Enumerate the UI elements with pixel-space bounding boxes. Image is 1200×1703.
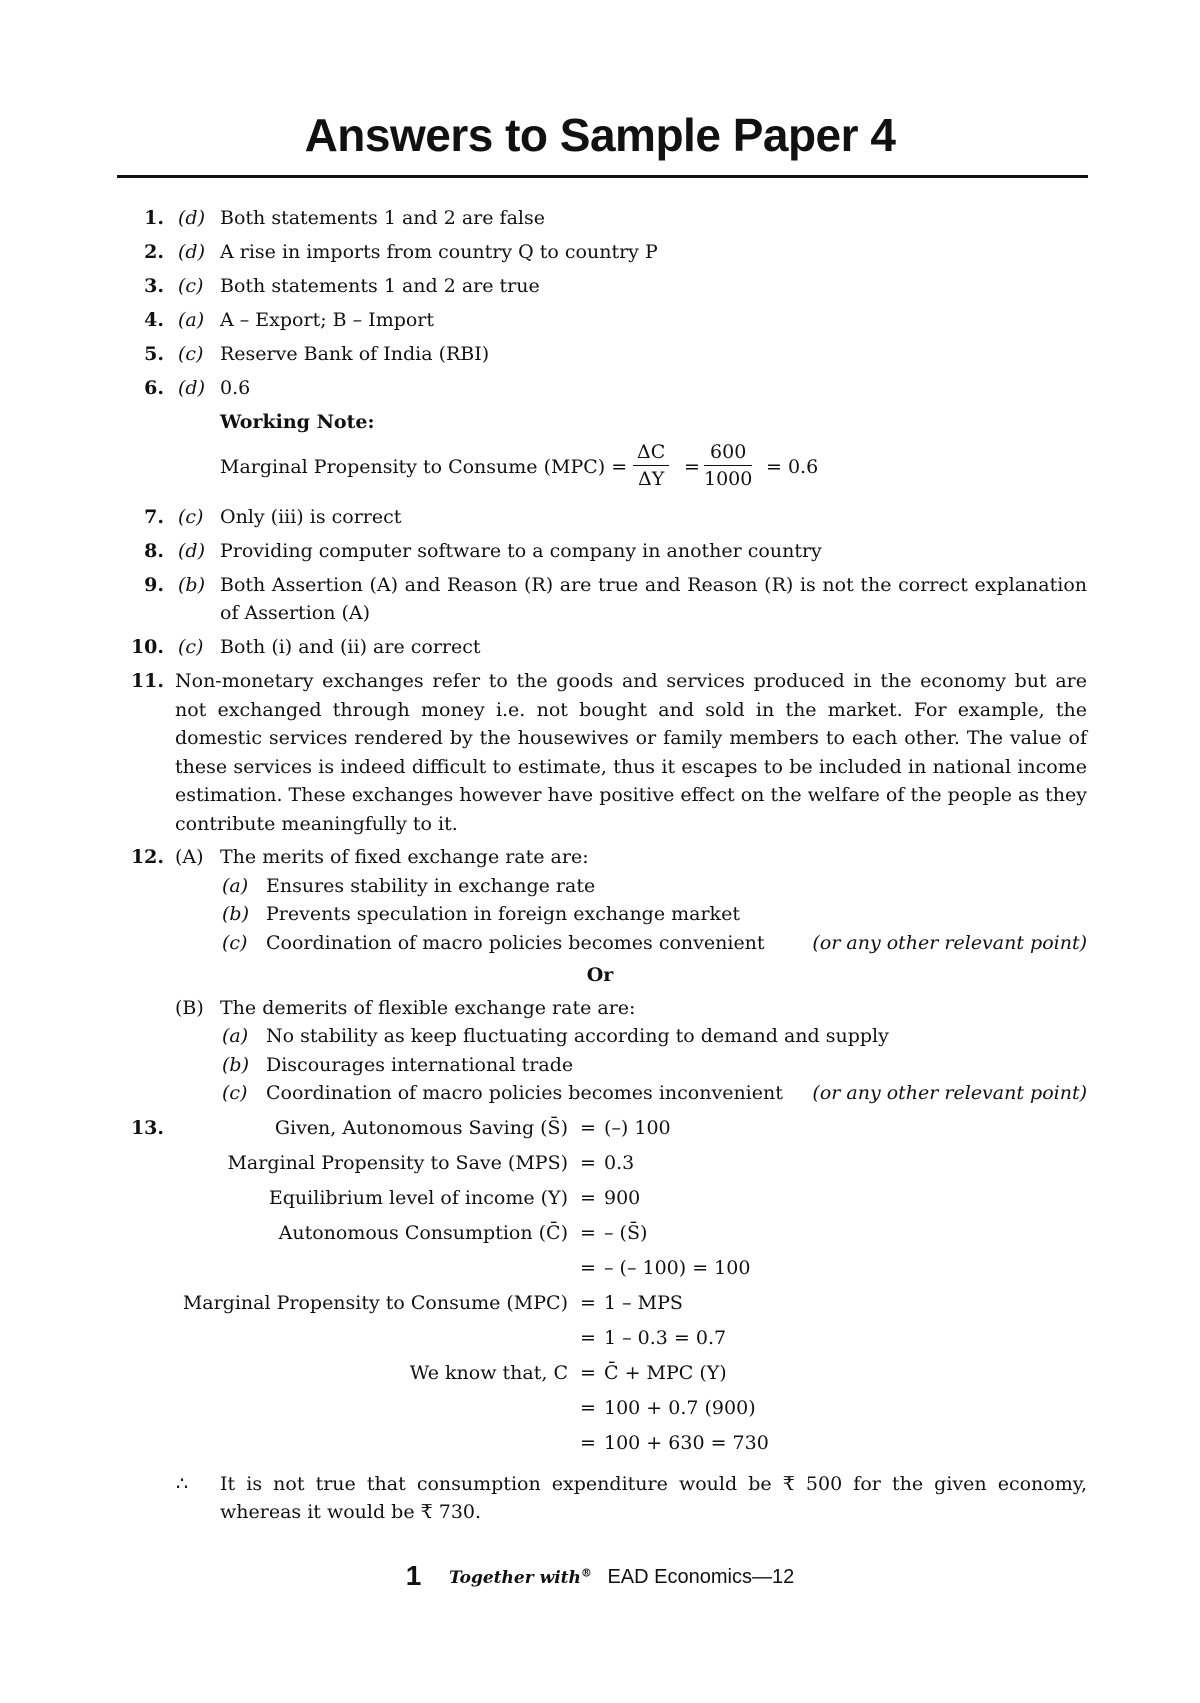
answer-row (0, 340, 1200, 369)
equals-sign: = (580, 1221, 596, 1244)
answer-option: (c) (178, 343, 204, 365)
answer-option: (d) (178, 207, 205, 229)
part-label: (A) (175, 846, 204, 868)
question-number: 2. (144, 241, 164, 263)
registered-mark: ® (580, 1566, 592, 1580)
page-footer (0, 1560, 1200, 1592)
part-label: (B) (175, 996, 204, 1019)
answer-option: (c) (178, 636, 204, 658)
answer-option: (d) (178, 539, 205, 562)
relevant-point-note: (or any other relevant point) (812, 931, 1087, 954)
calc-row (0, 1184, 1200, 1219)
answer-text: Both statements 1 and 2 are true (220, 275, 540, 297)
fraction-numerator: ΔC (633, 439, 669, 466)
item-text: Ensures stability in exchange rate (266, 874, 596, 897)
answer-option: (d) (178, 241, 205, 263)
answer-text: Both statements 1 and 2 are false (220, 207, 545, 229)
calc-row (0, 1219, 1200, 1254)
list-item (0, 1051, 1200, 1080)
answer-row (0, 374, 1200, 403)
answer-row (0, 238, 1200, 267)
answer-row (0, 272, 1200, 301)
calc-value: 100 + 630 = 730 (604, 1431, 769, 1454)
answer-text: Both Assertion (A) and Reason (R) are true and Reason (R) is not the correct explanation of Assertion (A) (220, 573, 1087, 624)
question-number: 4. (144, 309, 164, 331)
answer-11-paragraph (130, 667, 1087, 838)
list-item (0, 900, 1200, 929)
answer-text: Reserve Bank of India (RBI) (220, 343, 490, 365)
fraction-denominator: ΔY (638, 467, 665, 490)
answer-row (0, 633, 1200, 662)
list-item (0, 929, 1200, 958)
calc-row (0, 1359, 1200, 1394)
calc-label: Equilibrium level of income (Y) (268, 1186, 568, 1209)
item-label: (c) (222, 931, 248, 954)
equals-sign: = (580, 1326, 596, 1349)
item-label: (b) (222, 1053, 249, 1076)
equals-sign: = (580, 1396, 596, 1419)
calc-value: 1 – MPS (604, 1291, 683, 1314)
brand-logo (449, 1568, 592, 1588)
calc-row (0, 1394, 1200, 1429)
calc-row (0, 1324, 1200, 1359)
calc-label: Marginal Propensity to Save (MPS) (227, 1151, 568, 1174)
calc-value: – (– 100) = 100 (604, 1256, 751, 1279)
equals-sign: = (580, 1186, 596, 1209)
equals-sign: = (684, 455, 700, 478)
calc-value: 100 + 0.7 (900) (604, 1396, 756, 1419)
answer-row (0, 204, 1200, 233)
answer-option: (a) (178, 309, 205, 331)
answer-text: A rise in imports from country Q to country P (220, 241, 658, 263)
question-number: 12. (130, 846, 164, 868)
calc-row (0, 1429, 1200, 1464)
relevant-point-note: (or any other relevant point) (812, 1082, 1087, 1104)
answer-12-part-b (0, 994, 1200, 1023)
answer-option: (d) (178, 377, 205, 399)
calc-value: C̄ + MPC (Y) (604, 1361, 727, 1384)
question-number: 11. (130, 670, 164, 692)
answer-text: 0.6 (220, 377, 251, 399)
question-number: 6. (144, 377, 164, 399)
title-divider (117, 175, 1088, 178)
answers-body (0, 204, 1200, 1527)
answer-row (0, 503, 1200, 532)
item-label: (b) (222, 903, 249, 925)
list-item (0, 1022, 1200, 1051)
delta-fraction (633, 439, 669, 492)
answer-option: (b) (178, 573, 205, 596)
part-heading: The merits of fixed exchange rate are: (220, 846, 589, 868)
question-number: 8. (144, 539, 164, 562)
calc-label: Marginal Propensity to Consume (MPC) (182, 1291, 568, 1314)
mpc-formula (0, 439, 1200, 497)
list-item (0, 872, 1200, 901)
calc-row (0, 1149, 1200, 1184)
brand-name: Together with (448, 1568, 581, 1588)
question-number: 5. (144, 343, 164, 365)
therefore-symbol: ∴ (176, 1472, 189, 1495)
answer-12-part-a (0, 843, 1200, 872)
formula-label: Marginal Propensity to Consume (MPC) = (220, 455, 628, 478)
fraction-numerator: 600 (704, 439, 752, 466)
answer-text: A – Export; B – Import (220, 309, 435, 331)
item-text: Discourages international trade (266, 1053, 574, 1076)
calc-value: 900 (604, 1186, 641, 1209)
working-note-heading: Working Note: (220, 411, 375, 433)
calc-row (0, 1254, 1200, 1289)
equals-sign: = (580, 1256, 596, 1279)
item-label: (a) (222, 874, 249, 897)
calc-label: We know that, C (409, 1361, 568, 1384)
answer-row (0, 306, 1200, 335)
equals-sign: = (580, 1291, 596, 1314)
calc-value: 1 – 0.3 = 0.7 (604, 1326, 727, 1349)
list-item (0, 1079, 1200, 1108)
question-number: 9. (144, 573, 164, 596)
or-separator: Or (586, 964, 614, 986)
answer-text: Both (i) and (ii) are correct (220, 636, 481, 658)
item-text: Prevents speculation in foreign exchange market (266, 903, 740, 925)
answer-text: Providing computer software to a company in another country (220, 539, 822, 562)
answer-text: Non-monetary exchanges refer to the goods and services produced in the economy but are not exchanged through money i.e. not bought and sold in the market. For example, the domestic services rendered by the housewives or family members to each other. The value of these services is indeed difficult to estimate, thus it escapes to be included in national income estimation. These exchanges however have positive effect on the welfare of the people as they contribute meaningfully to it. (175, 670, 1087, 835)
page-number: 1 (405, 1560, 422, 1591)
calc-label: Given, Autonomous Saving (S̄) (274, 1116, 568, 1139)
answer-option: (c) (178, 275, 204, 297)
question-number: 10. (130, 636, 164, 658)
question-number: 1. (144, 207, 164, 229)
value-fraction (704, 439, 752, 492)
calc-label: Autonomous Consumption (C̄) (278, 1221, 568, 1244)
fraction-denominator: 1000 (704, 467, 753, 490)
calc-row (0, 1114, 1200, 1149)
part-heading: The demerits of flexible exchange rate are: (220, 996, 636, 1019)
item-text: Coordination of macro policies becomes convenient (266, 931, 765, 954)
question-number: 3. (144, 275, 164, 297)
answer-option: (c) (178, 505, 204, 528)
conclusion-text: It is not true that consumption expenditure would be ₹ 500 for the given economy, whereas it would be ₹ 730. (220, 1472, 1087, 1523)
item-text: Coordination of macro policies becomes inconvenient (266, 1082, 783, 1104)
calc-value: 0.3 (604, 1151, 635, 1174)
answer-row (0, 537, 1200, 566)
calc-value: – (S̄) (604, 1221, 648, 1244)
equals-sign: = (580, 1361, 596, 1384)
answer-text: Only (iii) is correct (220, 505, 402, 528)
item-label: (c) (222, 1082, 248, 1104)
book-title: EAD Economics—12 (607, 1566, 795, 1588)
equals-sign: = (580, 1151, 596, 1174)
equals-sign: = (580, 1116, 596, 1139)
answer-row (0, 571, 1200, 628)
item-text: No stability as keep fluctuating according to demand and supply (266, 1025, 889, 1047)
item-label: (a) (222, 1025, 249, 1047)
calc-value: (–) 100 (604, 1116, 671, 1139)
conclusion (176, 1470, 1087, 1527)
working-note-label (0, 408, 1200, 437)
question-number: 7. (144, 505, 164, 528)
calc-row (0, 1289, 1200, 1324)
question-number: 13. (130, 1116, 164, 1139)
equals-sign: = (580, 1431, 596, 1454)
page-title: Answers to Sample Paper 4 (304, 109, 896, 161)
formula-result: = 0.6 (766, 455, 819, 478)
